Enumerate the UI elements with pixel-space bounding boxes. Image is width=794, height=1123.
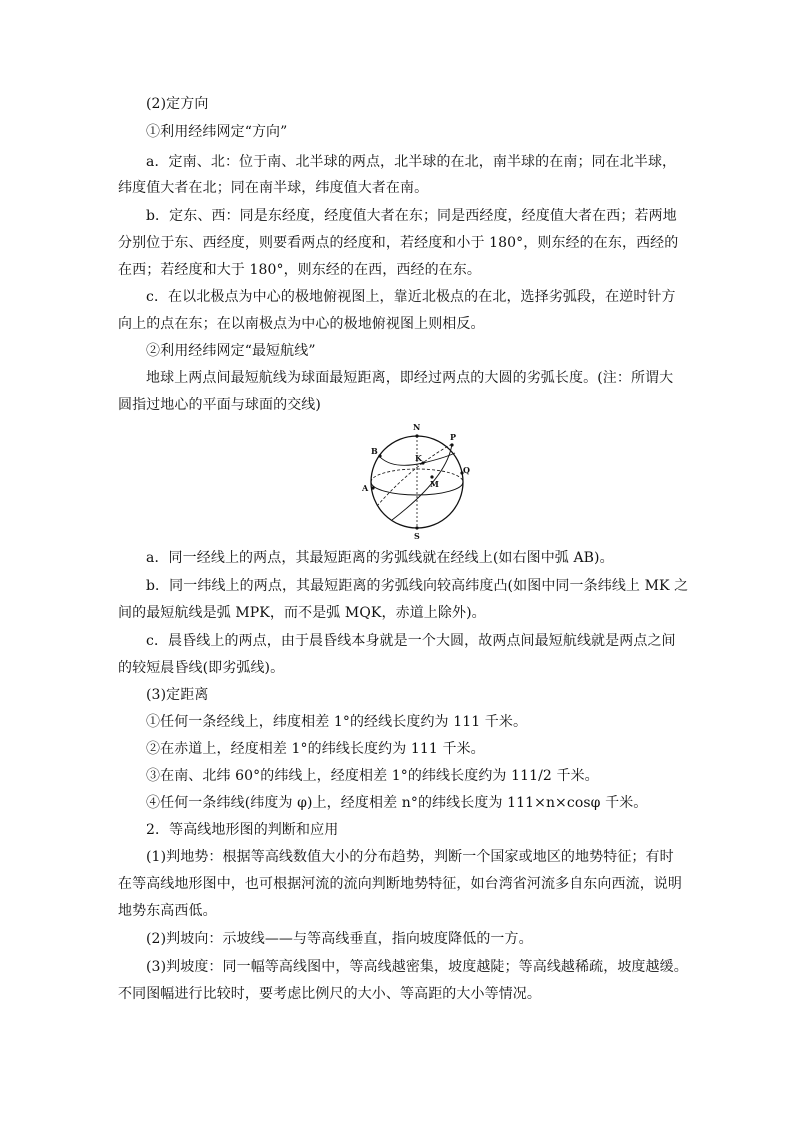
distance-line-4: ④任何一条纬线(纬度为 φ)上，经度相差 n°的纬线长度为 111×n×cosφ 千米。 (146, 795, 648, 811)
ns-line-2: 纬度值大者在北；同在南半球，纬度值大者在南。 (118, 180, 429, 196)
route-line-2: 圆指过地心的平面与球面的交线) (118, 397, 321, 413)
same-meridian-line: a．同一经线上的两点，其最短距离的劣弧线就在经线上(如右图中弧 AB)。 (146, 550, 614, 566)
ew-line-1: b．定东、西：同是东经度，经度值大者在东；同是西经度，经度值大者在西；若两地 (146, 208, 677, 224)
ew-line-3: 在西；若经度和大于 180°，则东经的在西，西经的在东。 (118, 262, 481, 278)
great-circle-arc (392, 444, 452, 520)
globe-diagram (352, 418, 482, 540)
point-s (415, 526, 418, 529)
point-p (450, 443, 453, 446)
section-distance: (3)定距离 (146, 687, 209, 703)
distance-line-2: ②在赤道上，经度相差 1°的纬线长度约为 111 千米。 (146, 741, 485, 757)
terrain-line-2: 在等高线地形图中，也可根据河流的流向判断地势特征，如台湾省河流多自东向西流，说明 (118, 876, 682, 892)
slope-direction-line: (2)判坡向：示坡线——与等高线垂直，指向坡度降低的一方。 (146, 931, 533, 947)
route-line-1: 地球上两点间最短航线为球面最短距离，即经过两点的大圆的劣弧长度。(注：所谓大 (146, 370, 674, 386)
same-latitude-line-1: b．同一纬线上的两点，其最短距离的劣弧线向较高纬度凸(如图中同一条纬线上 MK 之 (146, 578, 689, 594)
label-p: P (450, 432, 457, 442)
terrain-line-1: (1)判地势：根据等高线数值大小的分布趋势，判断一个国家或地区的地势特征；有时 (146, 849, 674, 865)
ns-line-1: a．定南、北：位于南、北半球的两点，北半球的在北，南半球的在南；同在北半球， (146, 154, 677, 170)
heading-contour: 2．等高线地形图的判断和应用 (146, 822, 339, 838)
label-m: M (430, 479, 439, 489)
point-n (415, 434, 418, 437)
section-direction: (2)定方向 (146, 96, 209, 112)
point-b (378, 454, 381, 457)
point-a (371, 486, 374, 489)
terrain-line-3: 地势东高西低。 (118, 903, 217, 919)
globe-svg (352, 418, 482, 540)
same-latitude-line-2: 间的最短航线是弧 MPK，而不是弧 MQK，赤道上除外)。 (118, 605, 486, 621)
distance-line-1: ①任何一条经线上，纬度相差 1°的经线长度约为 111 千米。 (146, 714, 528, 730)
label-b: B (371, 446, 378, 456)
slope-line-1: (3)判坡度：同一幅等高线图中，等高线越密集，坡度越陡；等高线越稀疏，坡度越缓。 (146, 959, 688, 975)
terminator-line-1: c．晨昏线上的两点，由于晨昏线本身就是一个大圆，故两点间最短航线就是两点之间 (146, 633, 676, 649)
slope-line-2: 不同图幅进行比较时，要考虑比例尺的大小、等高距的大小等情况。 (118, 986, 541, 1002)
distance-line-3: ③在南、北纬 60°的纬线上，经度相差 1°的纬线长度约为 111/2 千米。 (146, 768, 599, 784)
label-k: K (415, 453, 422, 463)
label-a: A (362, 483, 369, 493)
ew-line-2: 分别位于东、西经度，则要看两点的经度和，若经度和小于 180°，则东经的在东，西经的 (118, 235, 679, 251)
label-n: N (413, 422, 421, 432)
grid-direction-title: ①利用经纬网定“方向” (146, 124, 288, 140)
polar-line-1: c．在以北极点为中心的极地俯视图上，靠近北极点的在北，选择劣弧段，在逆时针方 (146, 289, 676, 305)
label-q: Q (463, 465, 470, 475)
grid-route-title: ②利用经纬网定“最短航线” (146, 343, 316, 359)
terminator-line-2: 的较短晨昏线(即劣弧线)。 (118, 660, 285, 676)
label-s: S (414, 531, 420, 540)
polar-line-2: 向上的点在东；在以南极点为中心的极地俯视图上则相反。 (118, 316, 485, 332)
